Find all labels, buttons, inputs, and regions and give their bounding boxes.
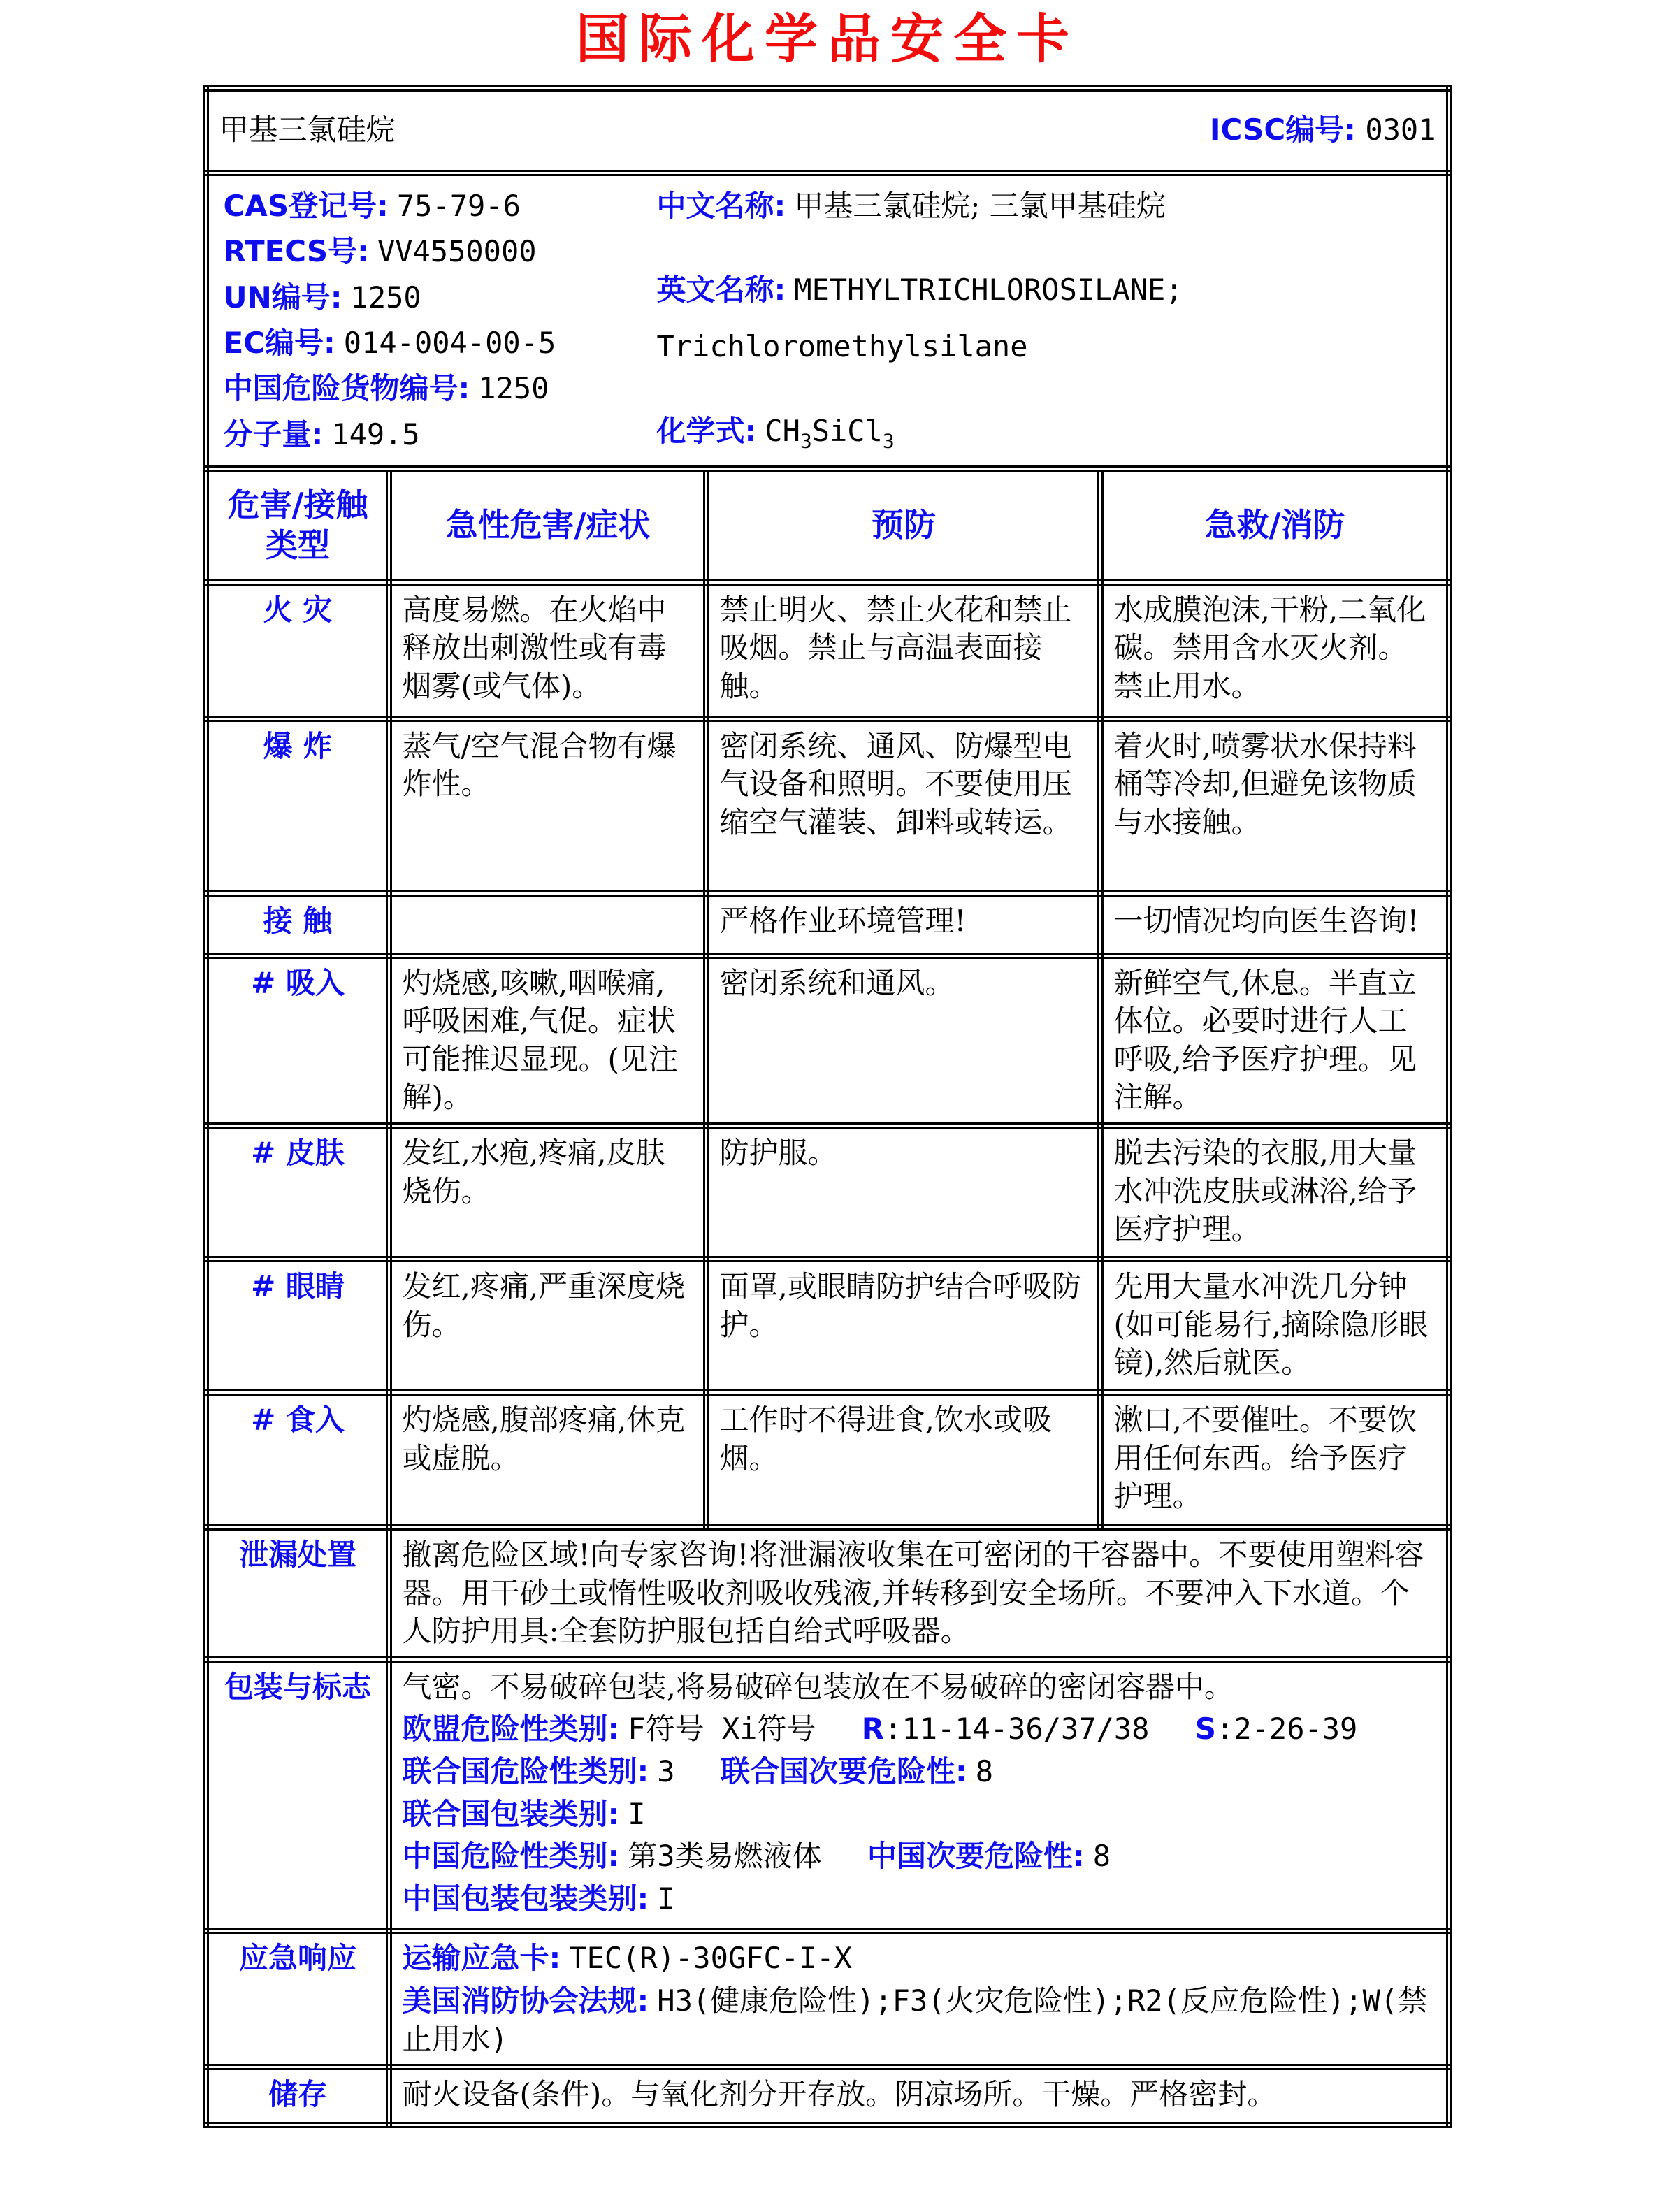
inhalation-label: # 吸入 [206, 955, 389, 1125]
cn-packing-label: 中国包装包装类别: [402, 1881, 649, 1916]
exposure-symptoms [389, 893, 707, 955]
ec-value: 014-004-00-5 [343, 326, 556, 360]
formula-line [656, 412, 1431, 454]
chinese-name-line [656, 187, 1431, 226]
eyes-prevention: 面罩,或眼睛防护结合呼吸防护。 [707, 1259, 1101, 1392]
eu-class-label: 欧盟危险性类别: [402, 1712, 620, 1747]
header-symptoms: 急性危害/症状 [389, 468, 707, 582]
chemical-name: 甲基三氯硅烷 [219, 113, 396, 147]
hazard-row-inhalation [206, 955, 1449, 1125]
rtecs-label: RTECS号: [223, 234, 369, 269]
exposure-prevention: 严格作业环境管理! [707, 893, 1101, 955]
un-subrisk-value: 8 [975, 1754, 994, 1788]
page-title: 国际化学品安全卡 [576, 8, 1079, 70]
skin-response: 脱去污染的衣服,用大量水冲洗皮肤或淋浴,给予医疗护理。 [1101, 1125, 1449, 1259]
rtecs-value: VV4550000 [377, 234, 537, 269]
eyes-label: # 眼睛 [206, 1259, 389, 1392]
china-dg-label: 中国危险货物编号: [223, 371, 470, 406]
un-packing-label: 联合国包装类别: [402, 1796, 620, 1831]
fire-prevention: 禁止明火、禁止火花和禁止吸烟。禁止与高温表面接触。 [707, 582, 1101, 718]
skin-label: # 皮肤 [206, 1125, 389, 1259]
cn-class-value: 第3类易燃液体 [628, 1839, 822, 1874]
english-name-value1: METHYLTRICHLOROSILANE; [794, 273, 1183, 308]
packaging-general-line: 气密。不易破碎包装,将易破碎包装放在不易破碎的密闭容器中。 [402, 1669, 1234, 1704]
card-header-cell [206, 88, 1449, 173]
packaging-labelling-row [206, 1659, 1449, 1931]
un-class-label: 联合国危险性类别: [402, 1754, 649, 1788]
inhalation-symptoms: 灼烧感,咳嗽,咽喉痛,呼吸困难,气促。症状可能推迟显现。(见注解)。 [389, 955, 707, 1125]
fire-label: 火 灾 [206, 582, 389, 718]
cn-class-label: 中国危险性类别: [402, 1839, 620, 1874]
formula-label: 化学式: [656, 413, 757, 448]
r-phrases-value: :11-14-36/37/38 [884, 1712, 1150, 1747]
un-label: UN编号: [223, 280, 342, 315]
rtecs-number-line [223, 233, 656, 271]
fire-response: 水成膜泡沫,干粉,二氧化碳。禁用含水灭火剂。禁止用水。 [1101, 582, 1449, 718]
cas-number-line [223, 187, 656, 226]
cas-label: CAS登记号: [223, 188, 389, 223]
un-packing-line [402, 1795, 1436, 1834]
ingestion-symptoms: 灼烧感,腹部疼痛,休克或虚脱。 [389, 1392, 707, 1527]
exposure-response: 一切情况均向医生咨询! [1101, 893, 1449, 955]
nfpa-label: 美国消防协会法规: [402, 1983, 649, 2018]
hazard-row-ingestion [206, 1392, 1449, 1527]
hazard-row-explosion [206, 718, 1449, 893]
storage-text: 耐火设备(条件)。与氧化剂分开存放。阴凉场所。干燥。严格密封。 [389, 2067, 1449, 2125]
identification-left-column [223, 187, 656, 454]
un-value: 1250 [350, 280, 421, 315]
header-response: 急救/消防 [1101, 468, 1449, 582]
packaging-label: 包装与标志 [206, 1659, 389, 1931]
inhalation-response: 新鲜空气,休息。半直立体位。必要时进行人工呼吸,给予医疗护理。见注解。 [1101, 955, 1449, 1125]
hazard-row-eyes [206, 1259, 1449, 1392]
ingestion-label: # 食入 [206, 1392, 389, 1527]
un-number-line [223, 279, 656, 317]
header-hazard-type: 危害/接触类型 [206, 468, 389, 582]
explosion-response: 着火时,喷雾状水保持料桶等冷却,但避免该物质与水接触。 [1101, 718, 1449, 893]
hazard-row-skin [206, 1125, 1449, 1259]
formula-value: $CH_3SiCl_3$ [765, 413, 895, 453]
skin-symptoms: 发红,水疱,疼痛,皮肤烧伤。 [389, 1125, 707, 1259]
english-name-label: 英文名称: [656, 273, 786, 308]
eyes-response: 先用大量水冲洗几分钟(如可能易行,摘除隐形眼镜),然后就医。 [1101, 1259, 1449, 1392]
un-class-value: 3 [657, 1754, 675, 1788]
s-phrases-label: S [1194, 1712, 1217, 1747]
skin-prevention: 防护服。 [707, 1125, 1101, 1259]
ec-label: EC编号: [223, 326, 335, 360]
chinese-name-label: 中文名称: [656, 188, 786, 223]
eu-class-value: F符号 Xi符号 [628, 1712, 816, 1747]
tec-line [402, 1939, 1436, 1978]
nfpa-line [402, 1982, 1436, 2058]
nfpa-value: H3(健康危险性);F3(火灾危险性);R2(反应危险性);W(禁止用水) [402, 1983, 1428, 2056]
molecular-weight-label: 分子量: [223, 417, 324, 451]
explosion-label: 爆 炸 [206, 718, 389, 893]
ingestion-prevention: 工作时不得进食,饮水或吸烟。 [707, 1392, 1101, 1527]
cas-value: 75-79-6 [396, 188, 521, 223]
chinese-name-value: 甲基三氯硅烷; 三氯甲基硅烷 [794, 188, 1166, 223]
emergency-content [389, 1931, 1449, 2067]
explosion-symptoms: 蒸气/空气混合物有爆炸性。 [389, 718, 707, 893]
spill-text: 撤离危险区域!向专家咨询!将泄漏液收集在可密闭的干容器中。不要使用塑料容器。用干砂土或惰性吸收剂吸收残液,并转移到安全场所。不要冲入下水道。个人防护用具:全套防护服包括自给式呼吸器。 [389, 1527, 1449, 1659]
icsc-number-group [1210, 111, 1436, 150]
cn-subrisk-value: 8 [1092, 1839, 1111, 1874]
hazard-row-exposure [206, 893, 1449, 955]
cn-subrisk-label: 中国次要危险性: [867, 1839, 1085, 1874]
ec-number-line [223, 324, 656, 363]
china-dg-number-line [223, 370, 656, 408]
card-header-row [206, 88, 1449, 173]
packaging-content [389, 1659, 1449, 1931]
china-dg-value: 1250 [478, 371, 549, 406]
s-phrases-value: :2-26-39 [1216, 1712, 1358, 1747]
safety-card-table [203, 85, 1452, 2129]
molecular-weight-value: 149.5 [331, 417, 420, 451]
fire-symptoms: 高度易燃。在火焰中释放出刺激性或有毒烟雾(或气体)。 [389, 582, 707, 718]
icsc-number: 0301 [1365, 113, 1436, 147]
tec-label: 运输应急卡: [402, 1941, 561, 1976]
r-phrases-label: R [861, 1712, 885, 1747]
explosion-prevention: 密闭系统、通风、防爆型电气设备和照明。不要使用压缩空气灌装、卸料或转运。 [707, 718, 1101, 893]
identification-row [206, 173, 1449, 468]
un-packing-value: I [628, 1796, 646, 1831]
english-name-value2: Trichloromethylsilane [656, 329, 1028, 363]
spill-label: 泄漏处置 [206, 1527, 389, 1659]
storage-label: 储存 [206, 2067, 389, 2125]
english-name-line [656, 271, 1431, 366]
eyes-symptoms: 发红,疼痛,严重深度烧伤。 [389, 1259, 707, 1392]
inhalation-prevention: 密闭系统和通风。 [707, 955, 1101, 1125]
hazard-table-header-row [206, 468, 1449, 582]
storage-row [206, 2067, 1449, 2125]
identification-right-column [656, 187, 1431, 454]
spill-disposal-row [206, 1527, 1449, 1659]
cn-hazard-line [402, 1837, 1436, 1876]
eu-hazard-line [402, 1710, 1436, 1749]
header-prevention: 预防 [707, 468, 1101, 582]
hazard-row-fire [206, 582, 1449, 718]
identification-cell [206, 173, 1449, 468]
un-subrisk-label: 联合国次要危险性: [720, 1754, 967, 1788]
tec-value: TEC(R)-30GFC-I-X [569, 1941, 852, 1976]
ingestion-response: 漱口,不要催吐。不要饮用任何东西。给予医疗护理。 [1101, 1392, 1449, 1527]
molecular-weight-line [223, 416, 656, 454]
emergency-response-row [206, 1931, 1449, 2067]
emergency-label: 应急响应 [206, 1931, 389, 2067]
exposure-label: 接 触 [206, 893, 389, 955]
un-hazard-line [402, 1753, 1436, 1791]
cn-packing-line [402, 1880, 1436, 1918]
icsc-label: ICSC编号: [1209, 113, 1356, 147]
cn-packing-value: I [657, 1881, 675, 1916]
